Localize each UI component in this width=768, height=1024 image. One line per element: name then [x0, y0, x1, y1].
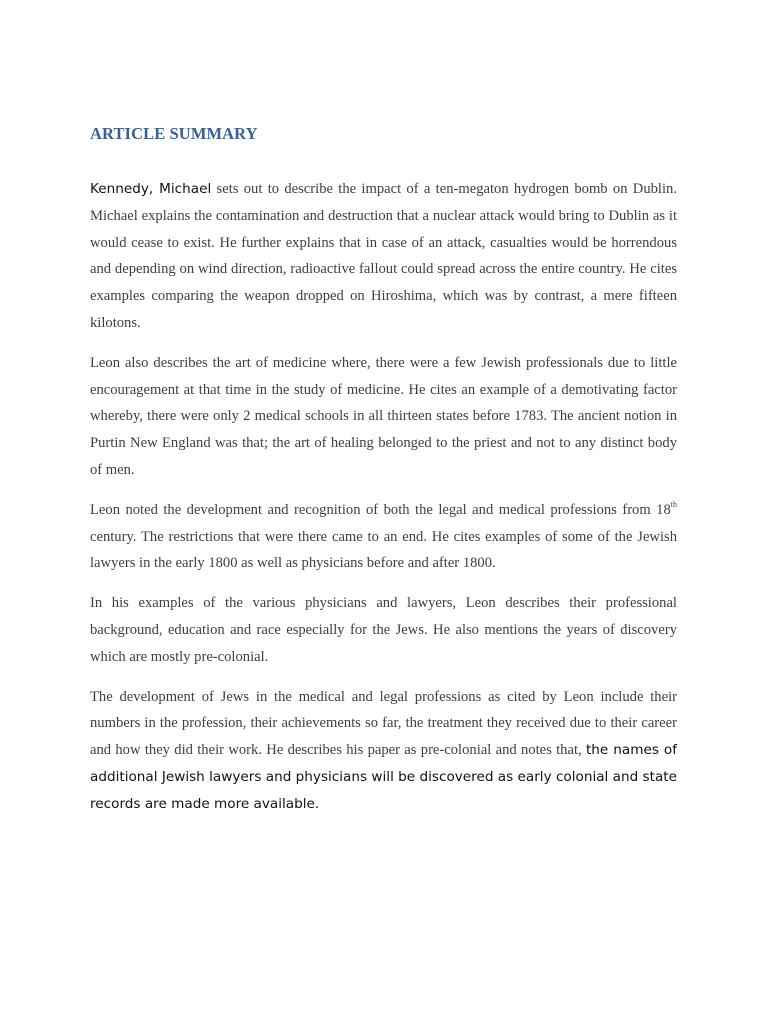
ordinal-superscript: th [670, 499, 677, 509]
paragraph-5-text: The development of Jews in the medical and legal professions as cited by Leon include their numbers in the profession, their achievements so far, the treatment they received due to their career and how they did their work. He describes his paper as pre-colonial and notes that, [90, 688, 677, 759]
paragraph-4: In his examples of the various physicians and lawyers, Leon describes their professional background, education and race especially for the Jews. He also mentions the years of discovery which are mostly pre-colonial. [90, 595, 677, 665]
paragraph-2: Leon also describes the art of medicine where, there were a few Jewish professionals due to little encouragement at that time in the study of medicine. He cites an example of a demotivating factor whereby, there were only 2 medical schools in all thirteen states before 1783. The ancient notion in Purtin New England was that; the art of healing belonged to the priest and not to any distinct body of men. [90, 354, 677, 478]
paragraph-1 [90, 176, 677, 337]
paragraph-5 [90, 684, 677, 818]
article-body [90, 176, 677, 831]
article-heading: ARTICLE SUMMARY [90, 124, 258, 143]
paragraph-1-text: sets out to describe the impact of a ten-megaton hydrogen bomb on Dublin. Michael explains the contamination and destruction that a nuclear attack would bring to Dublin as it would cease to exist. He further explains that in case of an attack, casualties would be horrendous and depending on wind direction, radioactive fallout could spread across the entire country. He cites examples comparing the weapon dropped on Hiroshima, which was by contrast, a mere fifteen kilotons. [90, 181, 677, 331]
paragraph-3-text-after: century. The restrictions that were there came to an end. He cites examples of some of the Jewish lawyers in the early 1800 as well as physicians before and after 1800. [90, 528, 677, 572]
quoted-passage: the names of additional Jewish lawyers and physicians will be discovered as early colonial and state records are made more available. [90, 742, 677, 812]
paragraph-3 [90, 497, 677, 577]
paragraph-3-text-before: Leon noted the development and recognition of both the legal and medical professions from 18 [90, 501, 671, 518]
author-name: Kennedy, Michael [90, 181, 212, 197]
